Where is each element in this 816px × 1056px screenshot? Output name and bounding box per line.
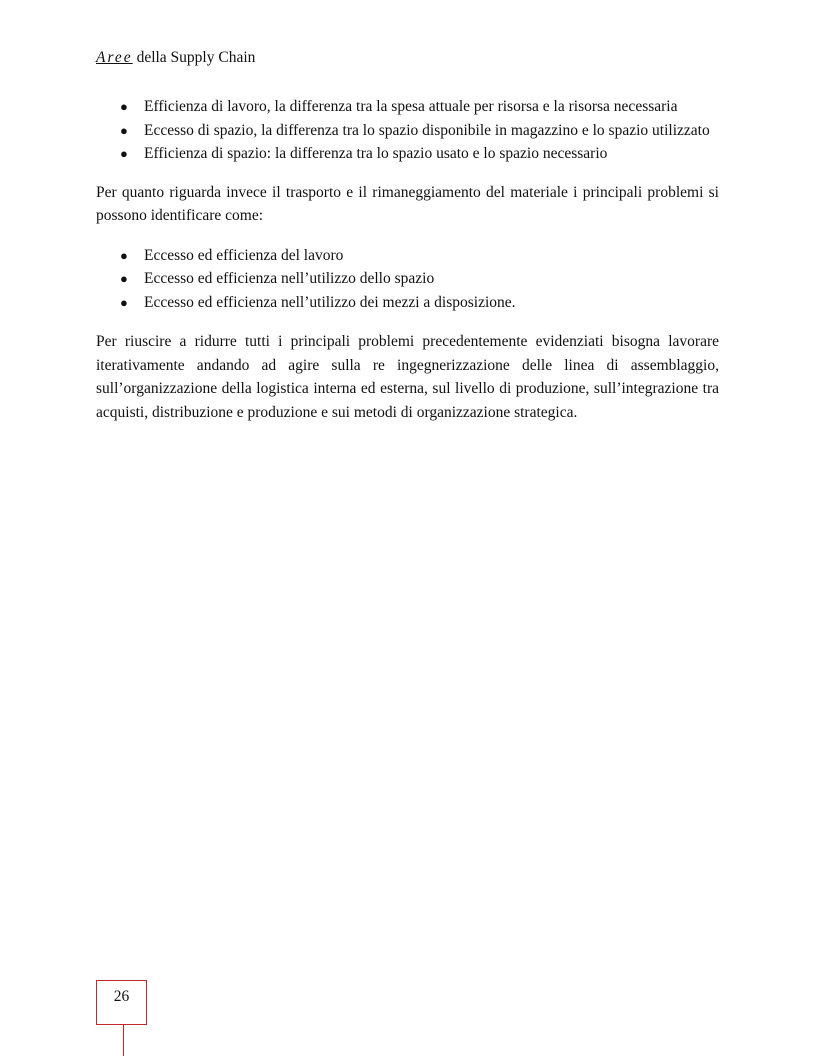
bullet-icon: ● — [120, 247, 128, 263]
page-number-line — [123, 1025, 124, 1056]
list-item-text: Efficienza di spazio: la differenza tra lo spazio usato e lo spazio necessario — [144, 145, 608, 162]
list-item — [96, 142, 719, 166]
list-item — [96, 95, 719, 119]
bullet-icon: ● — [120, 271, 128, 286]
list-item — [96, 244, 719, 268]
running-header — [96, 48, 255, 68]
bullet-icon: ● — [120, 146, 128, 161]
bullet-icon: ● — [120, 294, 128, 310]
list-item-text: Eccesso di spazio, la differenza tra lo spazio disponibile in magazzino e lo spazio utilizzato — [144, 121, 710, 139]
header-accent-word: Aree — [96, 49, 133, 66]
paragraph-transport: Per quanto riguarda invece il trasporto e il rimaneggiamento del materiale i principali problemi si possono identificare come: — [96, 183, 719, 224]
list-item-text: Efficienza di lavoro, la differenza tra la spesa attuale per risorsa e la risorsa necessaria — [144, 98, 678, 115]
header-title: della Supply Chain — [136, 49, 256, 66]
list-item — [96, 291, 719, 315]
list-item-text: Eccesso ed efficienza nell’utilizzo dello spazio — [144, 270, 435, 287]
list-item — [96, 267, 719, 291]
page-number: 26 — [113, 988, 130, 1005]
paragraph-conclusion: Per riuscire a ridurre tutti i principali problemi precedentemente evidenziati bisogna lavorare iterativamente andando ad agire sulla re ingegnerizzazione delle linea di assemblaggio, sull’organizzazione della logistica interna ed esterna, sul livello di produzione, sull’integrazione tra acquisti, distribuzione e produzione e sui metodi di organizzazione strategica. — [96, 333, 719, 421]
bullet-icon: ● — [120, 99, 128, 114]
page-body — [96, 95, 719, 424]
list-item-text: Eccesso ed efficienza del lavoro — [144, 246, 344, 264]
bullet-list-transport — [96, 244, 719, 315]
bullet-icon: ● — [120, 122, 128, 138]
list-item-text: Eccesso ed efficienza nell’utilizzo dei mezzi a disposizione. — [144, 293, 516, 311]
page-number-box — [96, 980, 147, 1025]
list-item — [96, 119, 719, 143]
bullet-list-space-efficiency — [96, 95, 719, 166]
